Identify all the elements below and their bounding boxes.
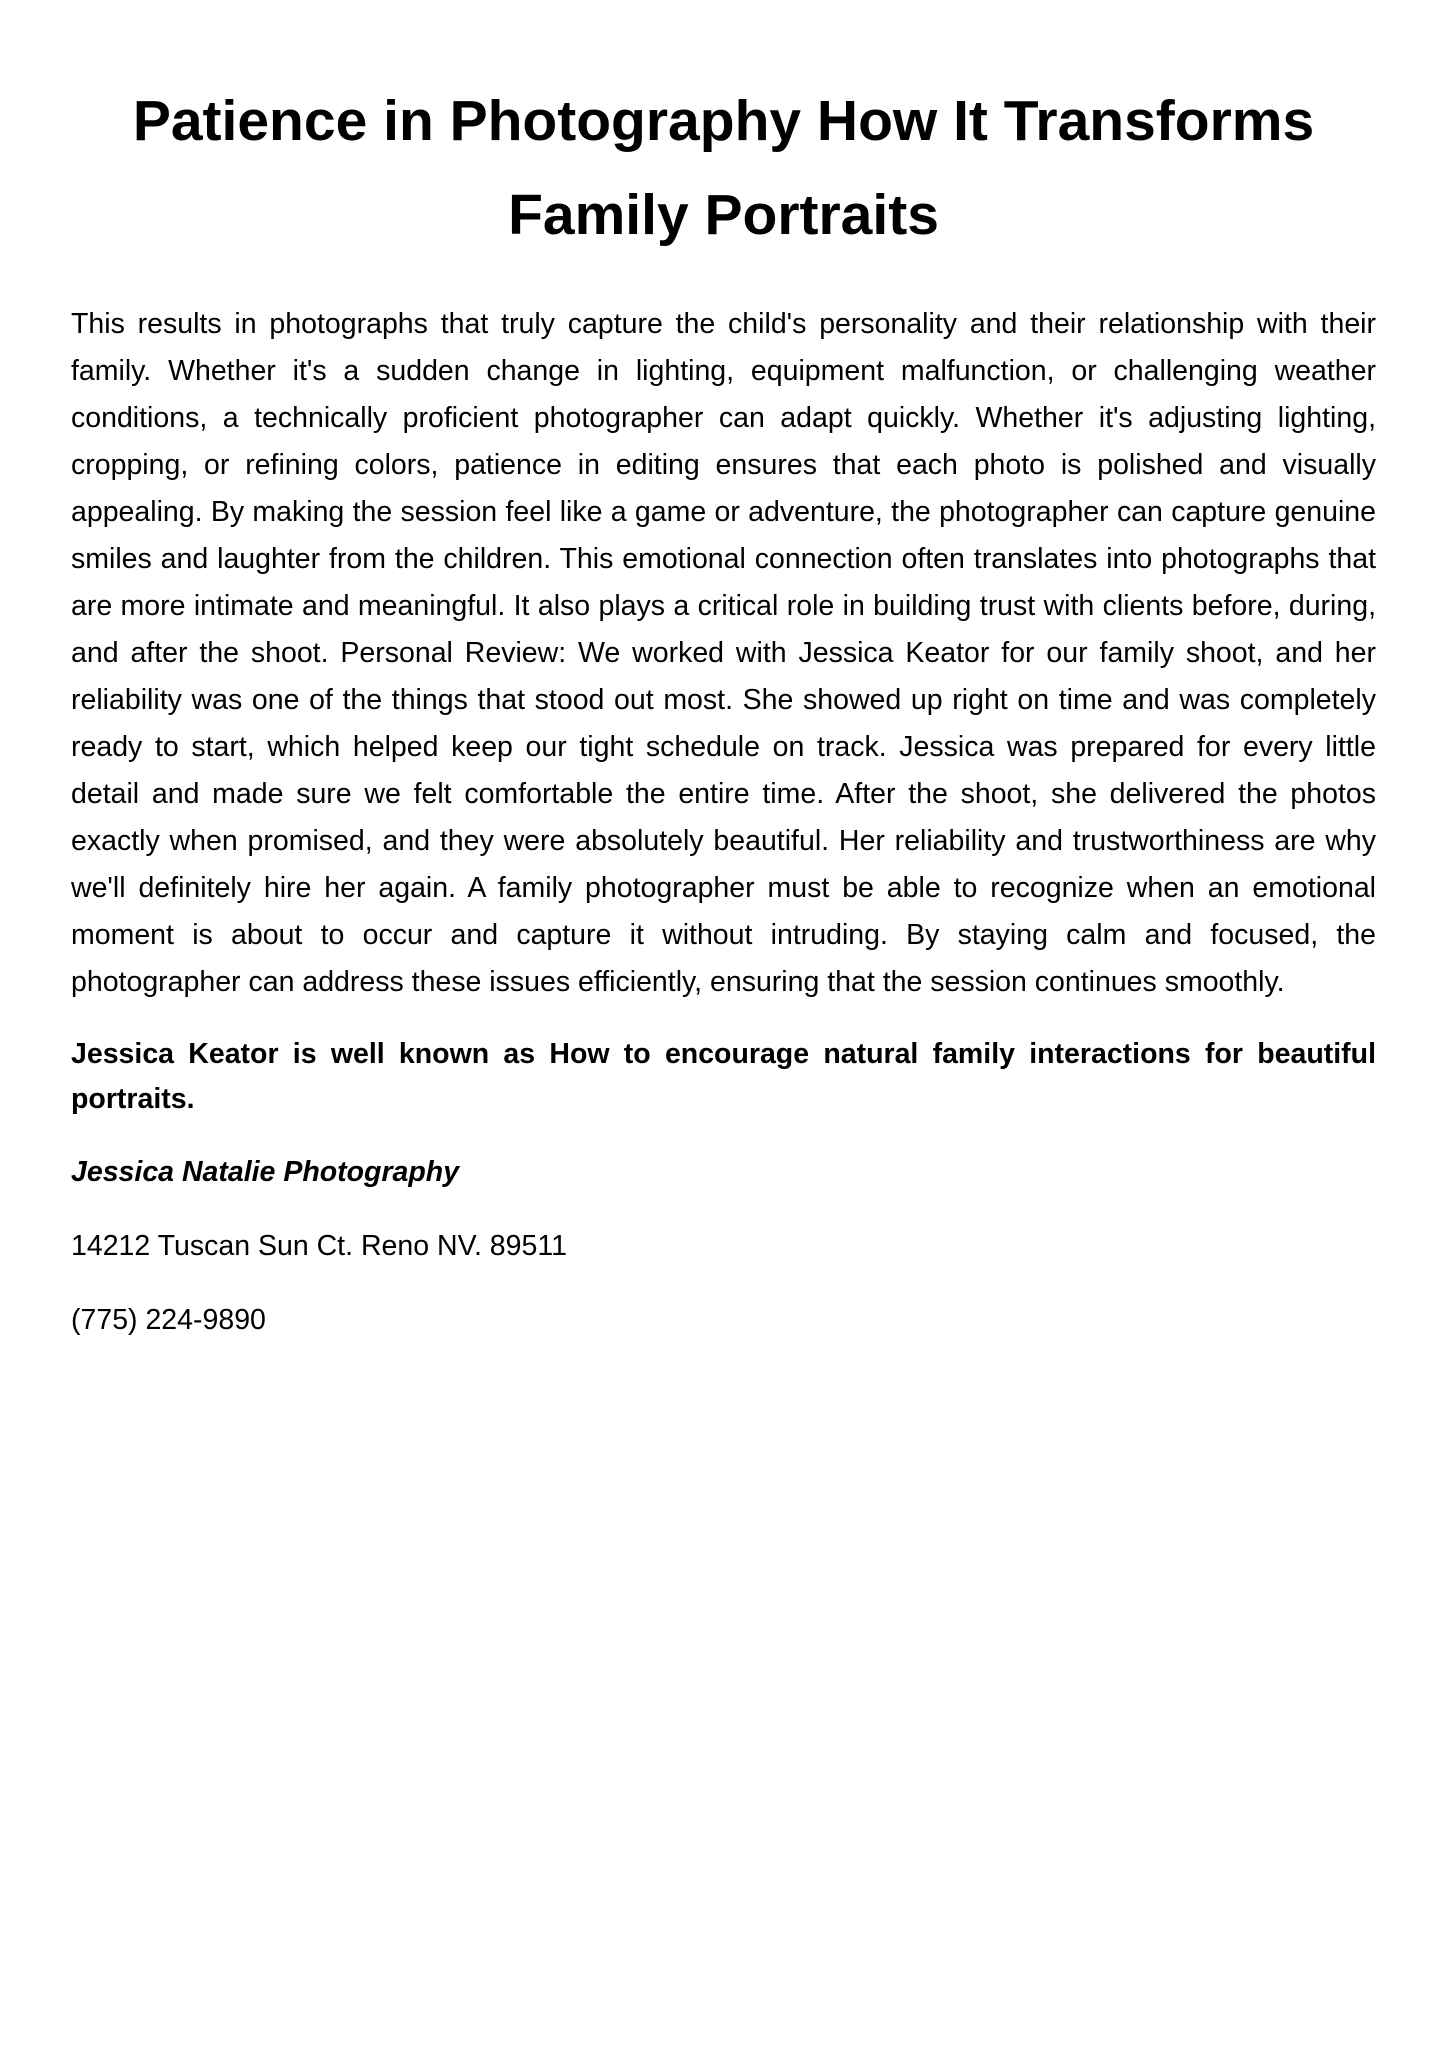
tagline-paragraph: Jessica Keator is well known as How to encourage natural family interactions for beautiful portraits. bbox=[71, 1038, 1376, 1115]
business-phone: (775) 224-9890 bbox=[71, 1304, 266, 1336]
business-name: Jessica Natalie Photography bbox=[71, 1156, 460, 1188]
body-paragraph: This results in photographs that truly capture the child's personality and their relationship with their family. Whether it's a sudden change in lighting, equipment malfunction, or challenging weather conditions, a technically proficient photographer can adapt quickly. Whether it's adjusting lighting, cropping, or refining colors, patience in editing ensures that each photo is polished and visually appealing. By making the session feel like a game or adventure, the photographer can capture genuine smiles and laughter from the children. This emotional connection often translates into photographs that are more intimate and meaningful. It also plays a critical role in building trust with clients before, during, and after the shoot. Personal Review: We worked with Jessica Keator for our family shoot, and her reliability was one of the things that stood out most. She showed up right on time and was completely ready to start, which helped keep our tight schedule on track. Jessica was prepared for every little detail and made sure we felt comfortable the entire time. After the shoot, she delivered the photos exactly when promised, and they were absolutely beautiful. Her reliability and trustworthiness are why we'll definitely hire her again. A family photographer must be able to recognize when an emotional moment is about to occur and capture it without intruding. By staying calm and focused, the photographer can address these issues efficiently, ensuring that the session continues smoothly. bbox=[71, 308, 1376, 998]
business-address: 14212 Tuscan Sun Ct. Reno NV. 89511 bbox=[71, 1230, 567, 1262]
document-title: Patience in Photography How It Transforms Family Portraits bbox=[132, 89, 1315, 247]
document-page bbox=[71, 74, 1376, 1343]
